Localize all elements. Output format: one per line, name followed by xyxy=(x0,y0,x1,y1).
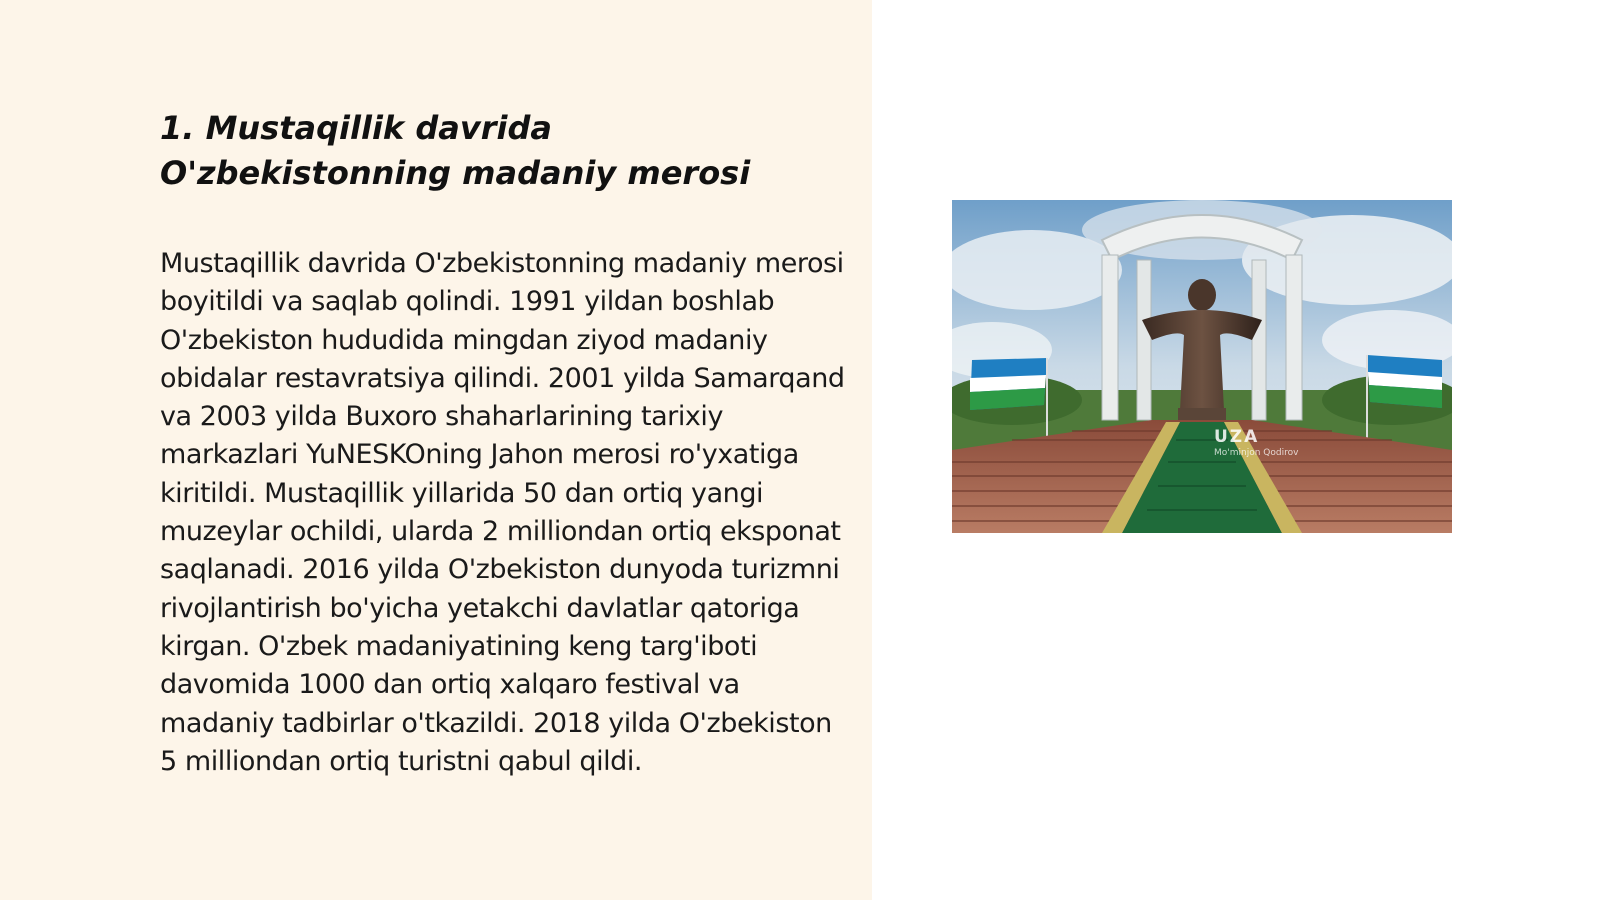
monument-photo-illustration xyxy=(952,200,1452,533)
photo-watermark-credit: Mo'minjon Qodirov xyxy=(1214,448,1299,458)
slide-body-text: Mustaqillik davrida O'zbekistonning madaniy merosi boyitildi va saqlab qolindi. 1991 yildan boshlab O'zbekiston hududida mingdan ziyod madaniy obidalar restavratsiya qilindi. 2001 yilda Samarqand va 2003 yilda Buxoro shaharlarining tarixiy markazlari YuNESKOning Jahon merosi ro'yxatiga kiritildi. Mustaqillik yillarida 50 dan ortiq yangi muzeylar ochildi, ularda 2 milliondan ortiq eksponat saqlanadi. 2016 yilda O'zbekiston dunyoda turizmni rivojlantirish bo'yicha yetakchi davlatlar qatoriga kirgan. O'zbek madaniyatining keng targ'iboti davomida 1000 dan ortiq xalqaro festival va madaniy tadbirlar o'tkazildi. 2018 yilda O'zbekiston 5 milliondan ortiq turistni qabul qildi. xyxy=(160,248,845,777)
monument-photo xyxy=(952,200,1452,533)
slide-title: 1. Mustaqillik davrida O'zbekistonning madaniy merosi xyxy=(160,109,751,192)
photo-watermark: UZA xyxy=(1214,427,1260,447)
